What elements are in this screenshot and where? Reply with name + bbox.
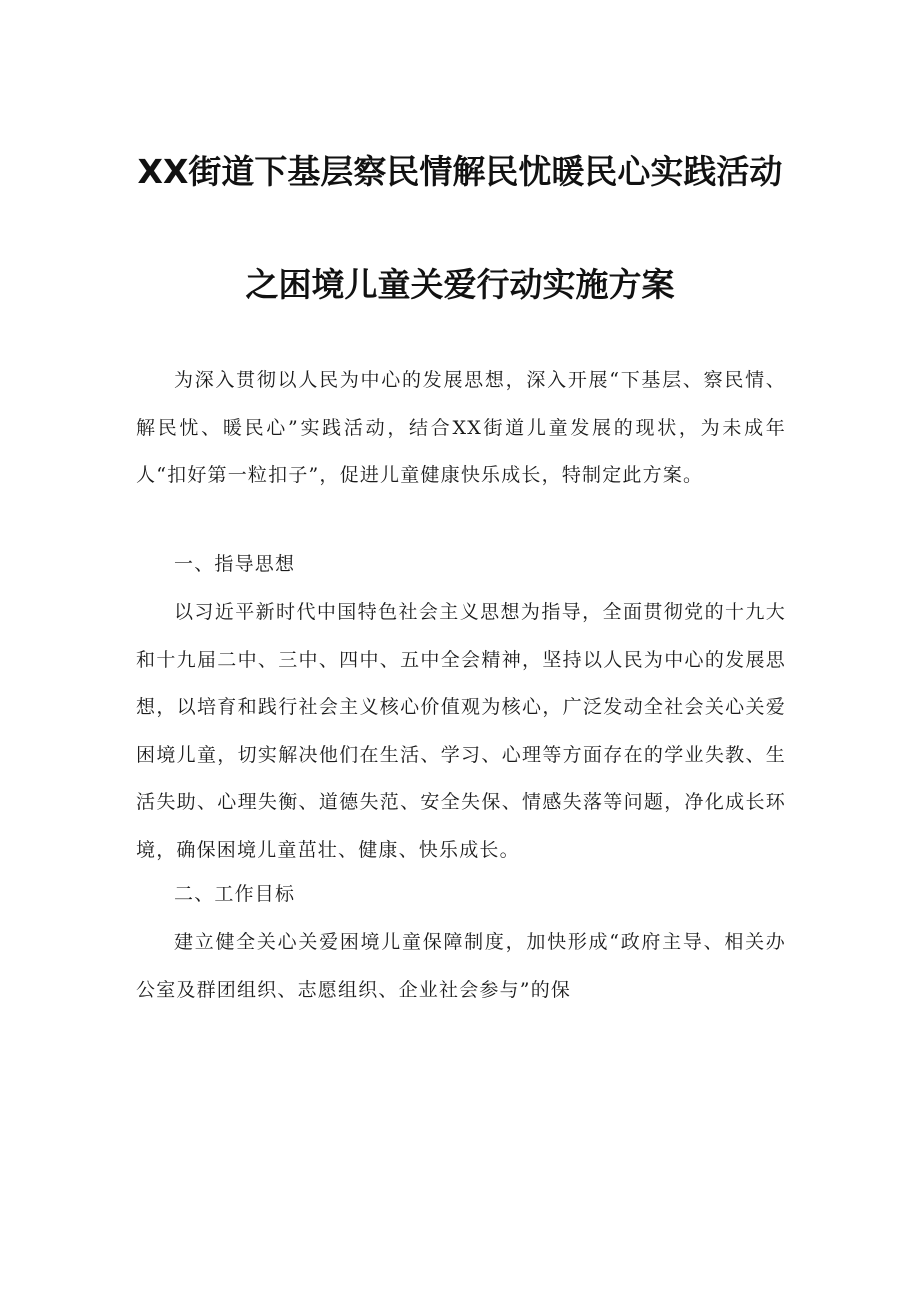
section-paragraph-work-goals: 建立健全关心关爱困境儿童保障制度，加快形成“政府主导、相关办公室及群团组织、志愿组织、企业社会参与”的保	[136, 931, 786, 1001]
section-heading-guiding-ideology: 一、指导思想	[174, 553, 296, 575]
section-paragraph-guiding-ideology: 以习近平新时代中国特色社会主义思想为指导，全面贯彻党的十九大和十九届二中、三中、四中、五中全会精神，坚持以人民为中心的发展思想，以培育和践行社会主义核心价值观为核心，广泛发动全社会关心关爱困境儿童，切实解决他们在生活、学习、心理等方面存在的学业失教、生活失助、心理失衡、道德失范、安全失保、情感失落等问题，净化成长环境，确保困境儿童茁壮、健康、快乐成长。	[136, 601, 786, 861]
document-title-line-2: 之困境儿童关爱行动实施方案	[245, 265, 675, 304]
document-title-line-1: XX街道下基层察民情解民忧暖民心实践活动	[137, 152, 783, 191]
intro-paragraph: 为深入贯彻以人民为中心的发展思想，深入开展“下基层、察民情、解民忧、暖民心”实践活动，结合XX街道儿童发展的现状，为未成年人“扣好第一粒扣子”，促进儿童健康快乐成长，特制定此方案。	[136, 369, 786, 486]
section-heading-work-goals: 二、工作目标	[174, 883, 296, 905]
